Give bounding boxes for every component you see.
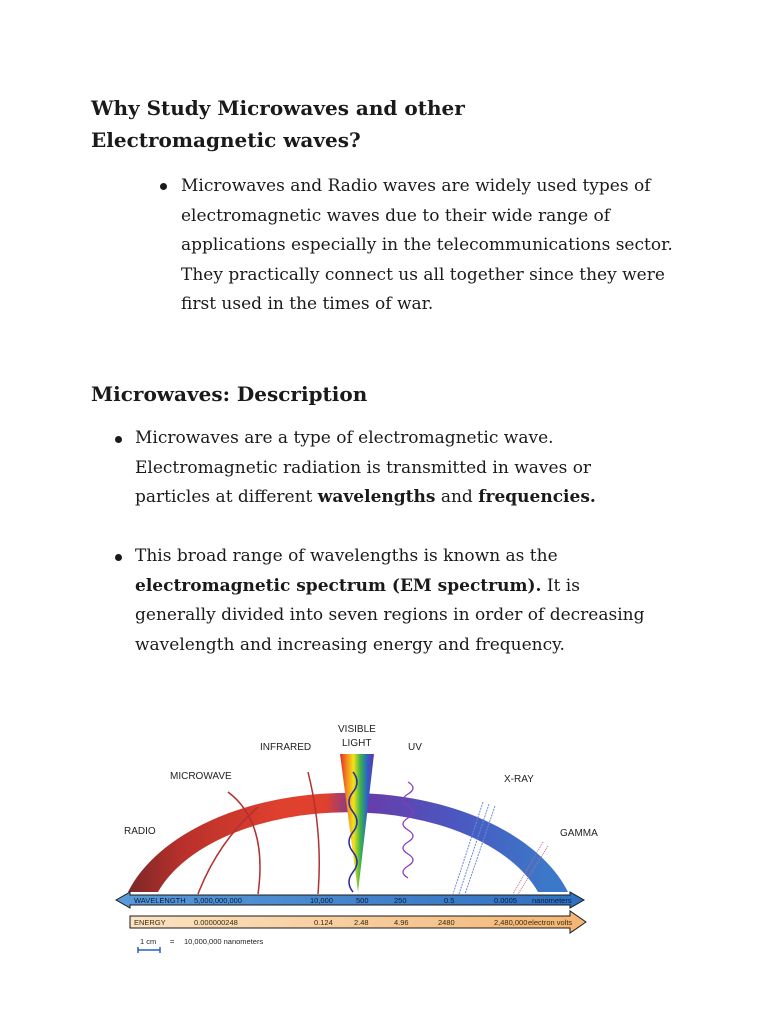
infrared-wave-curve	[308, 772, 319, 894]
region-label-visible-2: LIGHT	[342, 738, 372, 749]
energy-value-3: 4.96	[394, 918, 409, 927]
wavelength-value-0: 5,000,000,000	[194, 896, 242, 905]
bullet-marker	[115, 554, 122, 561]
bullet-marker	[115, 436, 122, 443]
scale-right-label: 10,000,000 nanometers	[184, 937, 264, 946]
scale-bar	[138, 947, 160, 953]
bold-term-frequencies: frequencies.	[478, 487, 596, 507]
wavelength-value-2: 500	[356, 896, 369, 905]
region-label-radio: RADIO	[124, 826, 156, 837]
wavelength-unit: nanometers	[532, 896, 572, 905]
energy-unit: electron volts	[528, 918, 573, 927]
energy-value-5: 2,480,000	[494, 918, 528, 927]
region-label-uv: UV	[408, 742, 422, 753]
region-label-microwave: MICROWAVE	[170, 771, 232, 782]
wavelength-value-5: 0.0005	[494, 896, 517, 905]
scale-equals: =	[170, 937, 175, 946]
bold-term-em-spectrum: electromagnetic spectrum (EM spectrum).	[135, 575, 542, 596]
energy-value-2: 2.48	[354, 918, 369, 927]
section-heading-why-study: Why Study Microwaves and other Electromagnetic waves?	[91, 96, 465, 152]
section-heading-microwaves-description: Microwaves: Description	[91, 382, 368, 406]
em-spectrum-diagram	[108, 712, 598, 960]
bold-term-wavelengths: wavelengths	[317, 487, 436, 507]
wavelength-label: WAVELENGTH	[134, 896, 186, 905]
wavelength-value-3: 250	[394, 896, 407, 905]
wavelength-value-4: 0.5	[444, 896, 455, 905]
energy-value-1: 0.124	[314, 918, 333, 927]
microwaves-definition-text: Microwaves are a type of electromagnetic wave. Electromagnetic radiation is transmitted in waves or particles at different wavelengths and frequencies.	[135, 428, 596, 507]
scale-left-label: 1 cm	[140, 937, 157, 946]
uv-wave-curve	[403, 782, 413, 878]
bullet-marker	[160, 183, 167, 190]
energy-value-0: 0.000000248	[194, 918, 238, 927]
region-label-infrared: INFRARED	[260, 742, 312, 753]
why-study-bullet-text: Microwaves and Radio waves are widely used types of electromagnetic waves due to their wide range of applications especially in the telecommunications sector. They practically connect us all together since they were first used in the times of war.	[181, 176, 673, 314]
wavelength-value-1: 10,000	[310, 896, 333, 905]
region-label-xray: X-RAY	[504, 774, 534, 785]
region-label-gamma: GAMMA	[560, 828, 598, 839]
energy-label: ENERGY	[134, 918, 166, 927]
em-spectrum-text: This broad range of wavelengths is known as the electromagnetic spectrum (EM spectrum). It is generally divided into seven regions in order of decreasing wavelength and increasing energy and frequency.	[135, 546, 645, 655]
energy-value-4: 2480	[438, 918, 455, 927]
region-label-visible-1: VISIBLE	[338, 724, 376, 735]
